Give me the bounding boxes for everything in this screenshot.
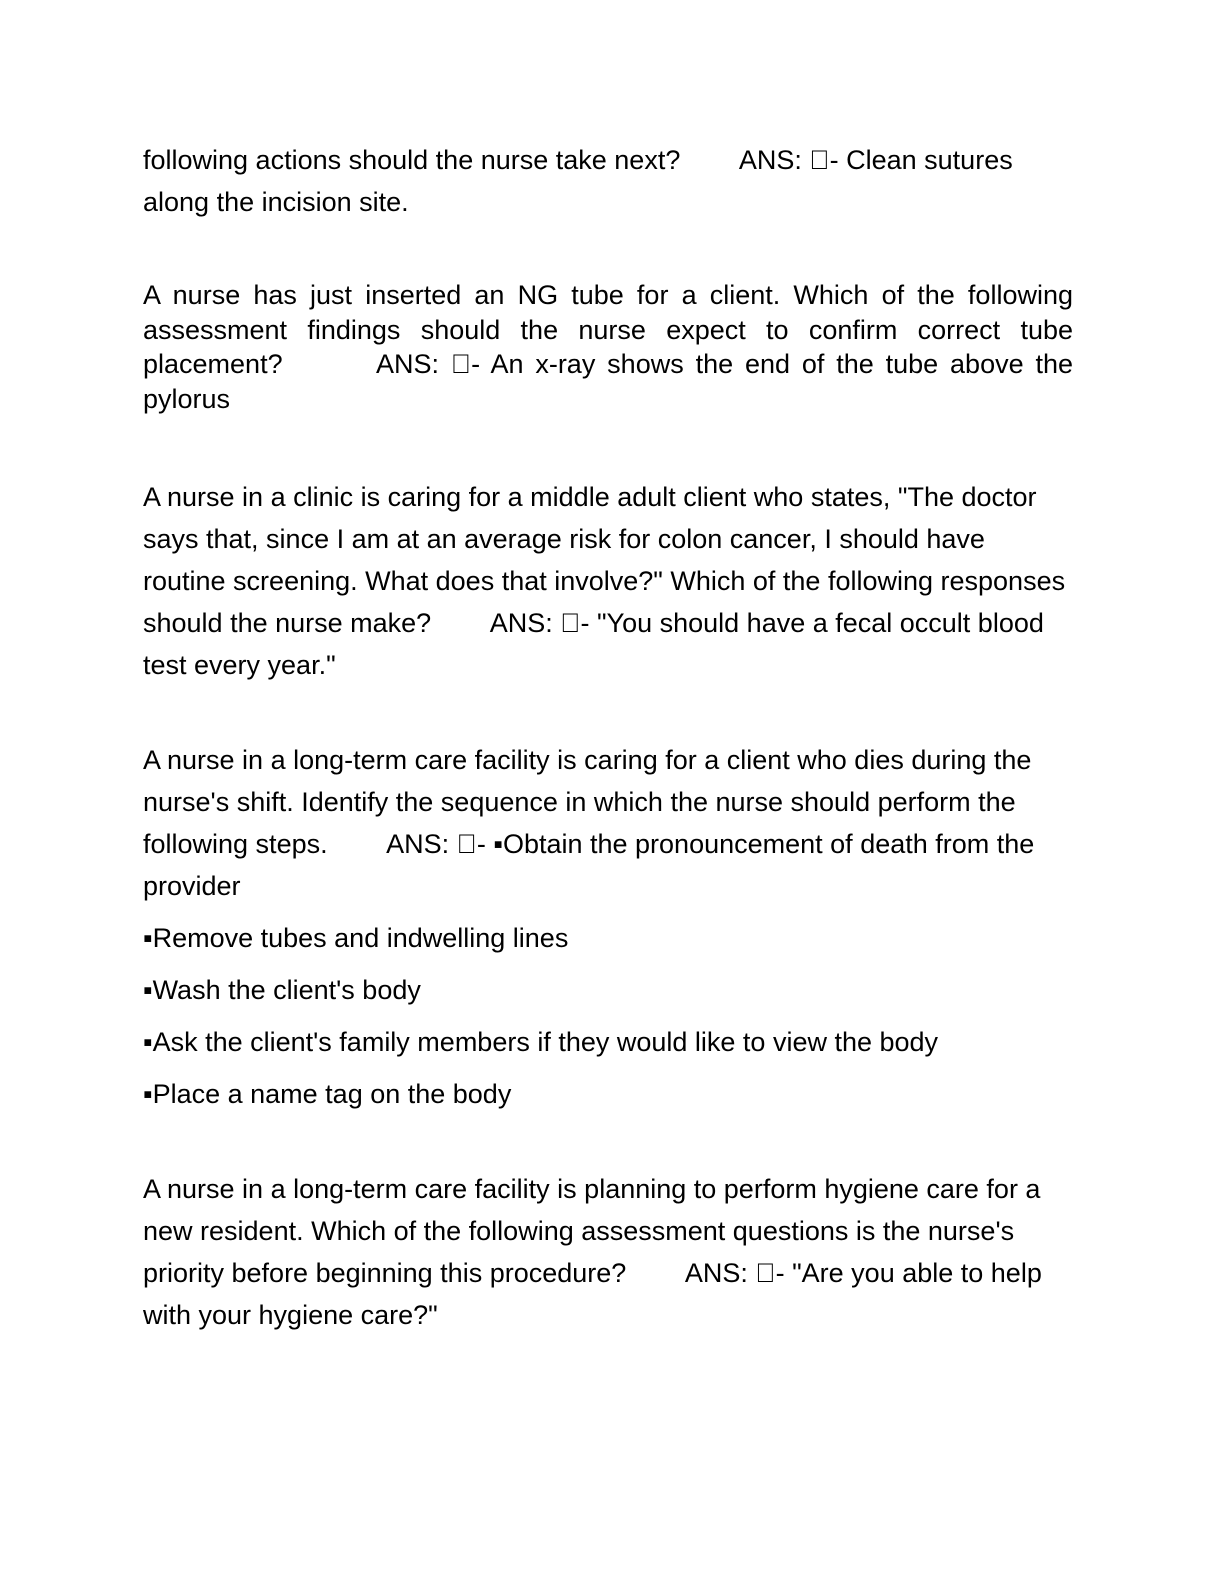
step-list-item: ▪Remove tubes and indwelling lines	[143, 923, 569, 953]
answer-continuation-paragraph: following actions should the nurse take next? ANS:  - Clean sutures along the incision site.	[143, 145, 1021, 217]
question-postmortem-care-paragraph: A nurse in a long-term care facility is caring for a client who dies during the nurse's shift. Identify the sequence in which the nurse should perform the following steps. ANS:  - ▪Obtain the pronouncement of death from the provider	[143, 745, 1042, 901]
question-hygiene-care-paragraph: A nurse in a long-term care facility is planning to perform hygiene care for a new resident. Which of the following assessment questions is the nurse's priority before beginning this procedure? ANS:  - "Are you able to help with your hygiene care?"	[143, 1174, 1050, 1330]
question-colon-screening-paragraph: A nurse in a clinic is caring for a middle adult client who states, "The doctor says that, since I am at an average risk for colon cancer, I should have routine screening. What does that involve?" Which of the following responses should the nurse make? ANS:  - "You should have a fecal occult blood test every year."	[143, 482, 1073, 680]
step-list-item: ▪Place a name tag on the body	[143, 1079, 512, 1109]
step-list-item: ▪Wash the client's body	[143, 975, 421, 1005]
step-list-item: ▪Ask the client's family members if they would like to view the body	[143, 1027, 939, 1057]
question-ng-tube-paragraph: A nurse has just inserted an NG tube for a client. Which of the following assessment findings should the nurse expect to confirm correct tube placement? ANS:  - An x-ray shows the end of the tube above the pylorus	[143, 280, 1081, 414]
